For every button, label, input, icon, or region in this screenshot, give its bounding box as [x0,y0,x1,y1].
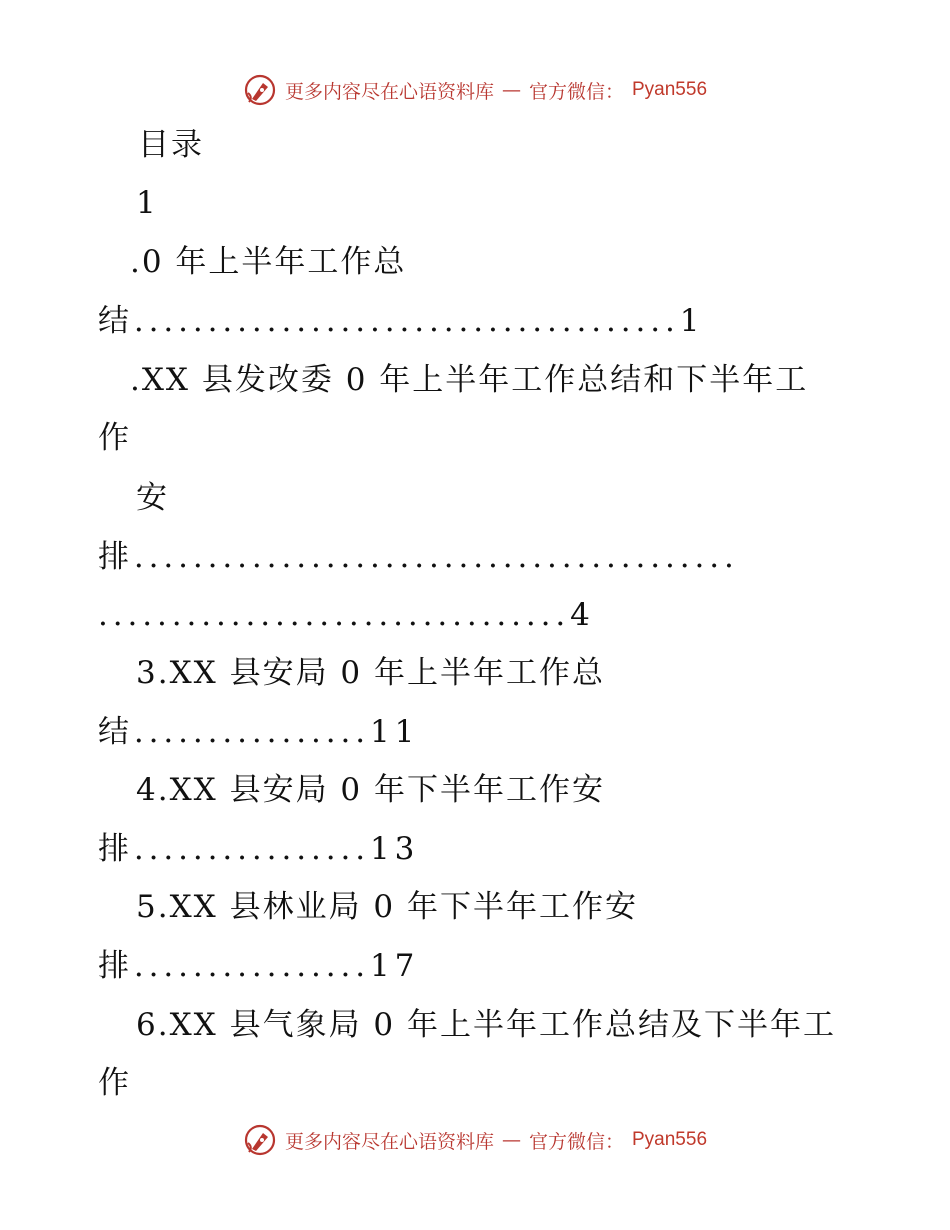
toc-line: ................................4 [98,597,595,633]
toc-line: 作 [98,1065,131,1101]
banner-wechat-label: 官方微信： [528,1130,624,1153]
banner-wechat-id: Pyan556 [632,79,708,100]
toc-line: 排................17 [98,948,420,984]
banner-site-text: 更多内容尽在心语资料库 [284,1130,494,1153]
banner-site-text: 更多内容尽在心语资料库 [284,80,494,103]
toc-line: .0 年上半年工作总 [130,244,407,280]
footer-banner [0,1120,950,1160]
toc-line: 3.XX 县安局 0 年上半年工作总 [136,655,605,691]
toc-line: 1 [136,185,158,221]
toc-line: 结.....................................1 [98,303,705,339]
banner-separator: — [501,79,521,101]
toc-line: 4.XX 县安局 0 年下半年工作安 [136,772,605,808]
header-banner [0,70,950,110]
toc-line: 6.XX 县气象局 0 年上半年工作总结及下半年工 [136,1007,836,1043]
toc-line: 结................11 [98,714,420,750]
toc-line: 作 [98,420,131,456]
toc-line: 安 [136,480,169,516]
toc-title: 目录 [138,127,204,163]
banner-wechat-label: 官方微信： [528,80,624,103]
toc-line: 5.XX 县林业局 0 年下半年工作安 [136,889,638,925]
pen-nib-logo-icon [243,1123,277,1157]
banner-wechat-id: Pyan556 [632,1129,708,1150]
toc-line: 排................13 [98,831,420,867]
pen-nib-logo-icon [243,73,277,107]
banner-separator: — [501,1129,521,1151]
toc-line: 排......................................... [98,539,739,575]
toc-line: .XX 县发改委 0 年上半年工作总结和下半年工 [130,362,809,398]
